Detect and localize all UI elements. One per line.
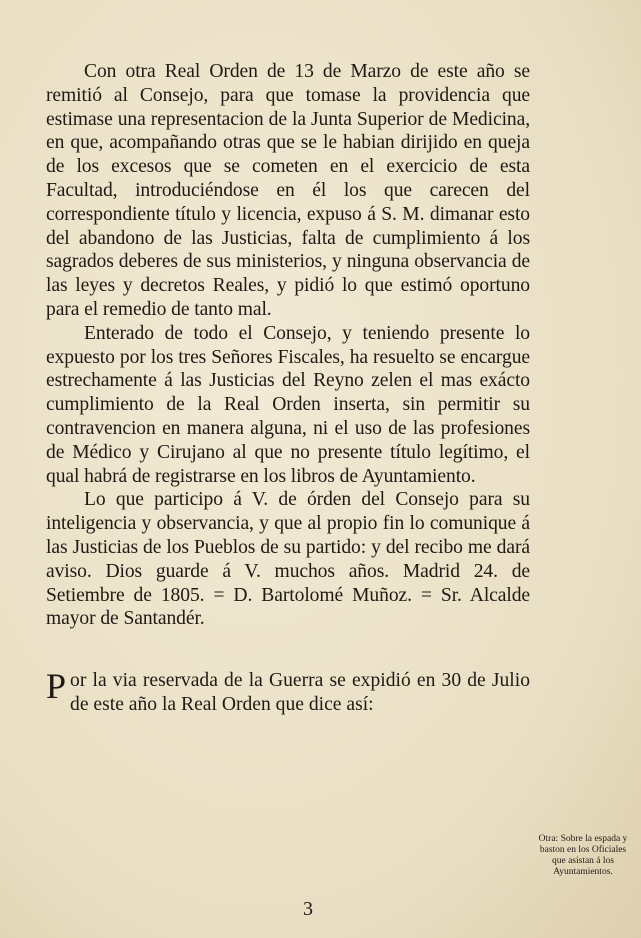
paragraph-3: Lo que participo á V. de órden del Consejo para su inteligencia y observancia, y que al propio fin lo comunique á las Justicias de los Pueblos de su partido: y del recibo me dará aviso. Dios guarde á V. muchos años. Madrid 24. de Setiembre de 1805. = D. Bartolomé Muñoz. = Sr. Alcalde mayor de Santandér. xyxy=(46,489,530,630)
body-text xyxy=(46,60,530,736)
page-number: 3 xyxy=(303,898,313,920)
paragraph-2: Enterado de todo el Consejo, y teniendo presente lo expuesto por los tres Señores Fiscales, ha resuelto se encargue estrechamente á las Justicias del Reyno zelen el mas exácto cumplimiento de la Real Orden inserta, sin permitir su contravencion en manera alguna, ni el uso de las profesiones de Médico y Cirujano al que no presente título legítimo, el qual habrá de registrarse en los libros de Ayuntamiento. xyxy=(46,322,530,487)
section-start-text: or la via reservada de la Guerra se expidió en 30 de Julio de este año la Real Orden que dice así: xyxy=(70,670,530,715)
section-start-paragraph xyxy=(46,666,530,717)
margin-note: Otra: Sobre la espada y baston en los Oficiales que asistan á los Ayuntamientos. xyxy=(538,834,628,877)
paragraph-1: Con otra Real Orden de 13 de Marzo de este año se remitió al Consejo, para que tomase la providencia que estimase una representacion de la Junta Superior de Medicina, en que, acompañando otras que se le habian dirijido en queja de los excesos que se cometen en el exercicio de esta Facultad, introduciéndose en él los que carecen del correspondiente título y licencia, expuso á S. M. dimanar esto del abandono de las Justicias, falta de cumplimiento á los sagrados deberes de sus ministerios, y ninguna observancia de las leyes y decretos Reales, y pidió lo que estimó oportuno para el remedio de tanto mal. xyxy=(46,61,530,320)
drop-cap: P xyxy=(46,666,67,707)
